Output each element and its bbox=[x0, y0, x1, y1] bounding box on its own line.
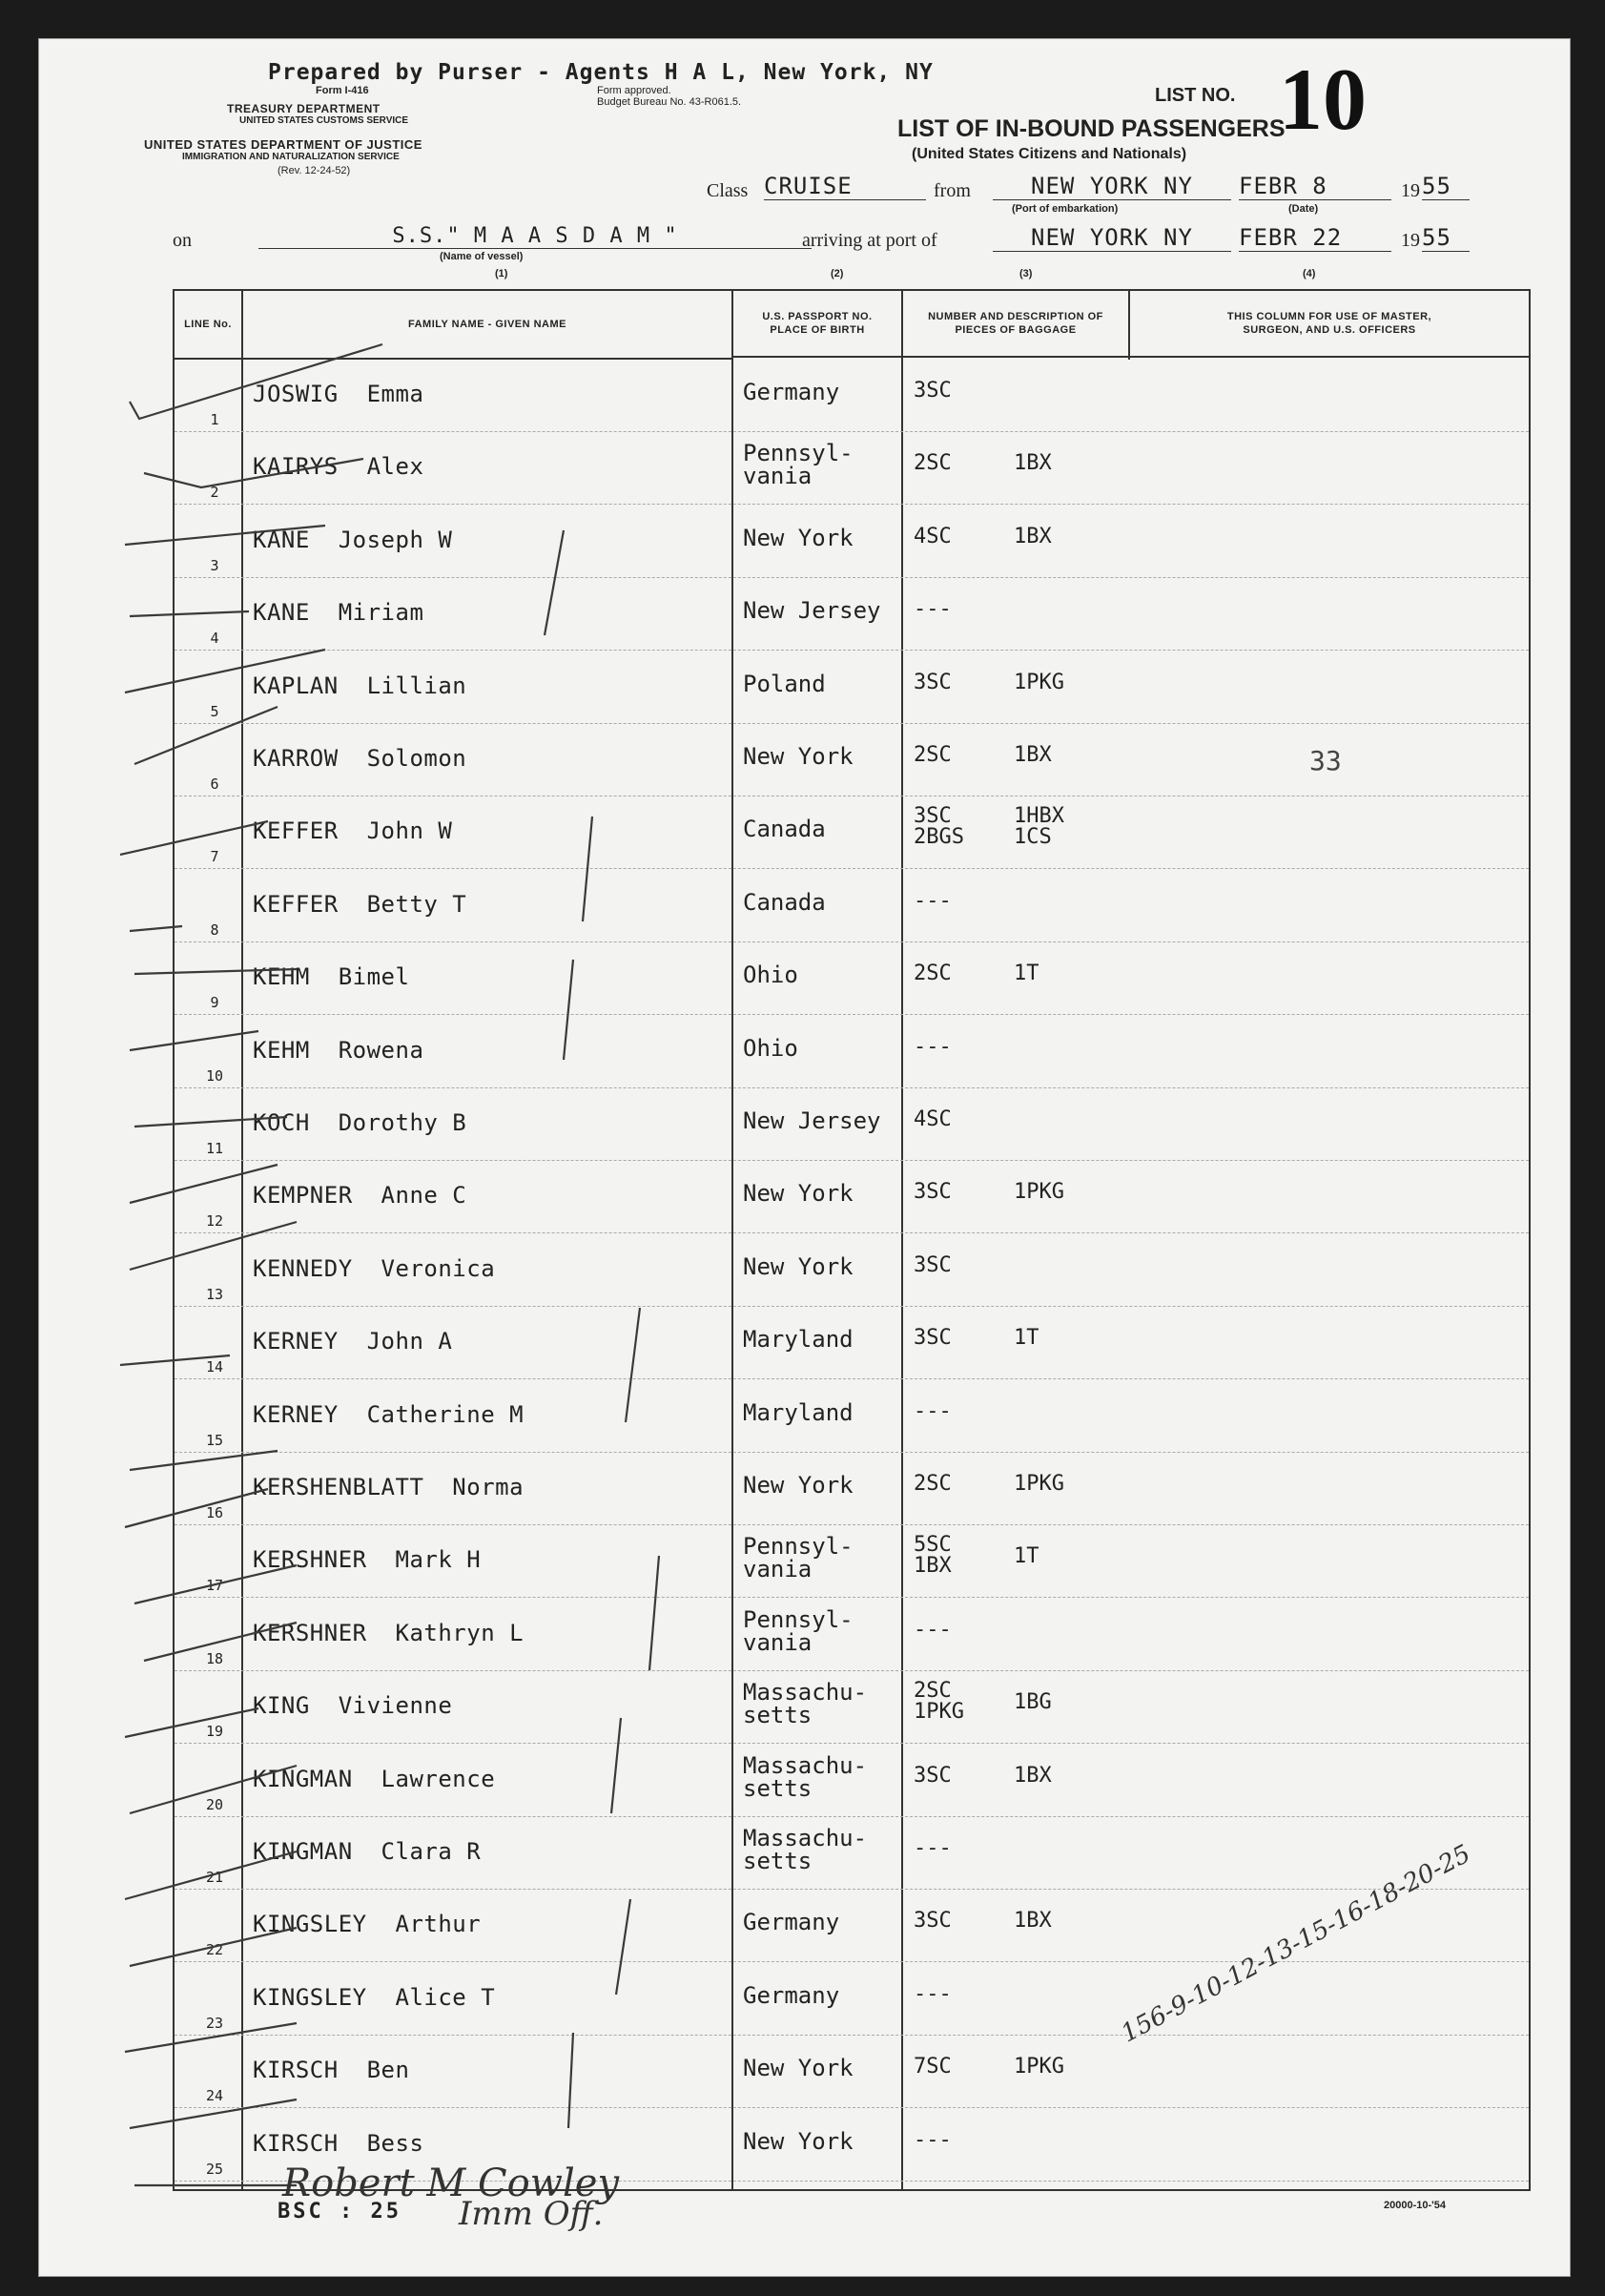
passenger-name: KOCH Dorothy B bbox=[253, 1109, 467, 1136]
line-number: 4 bbox=[210, 630, 219, 648]
passenger-name: KAIRYS Alex bbox=[253, 453, 424, 481]
margin-annotation: 156-9-10-12-13-15-16-18-20-25 bbox=[1117, 1839, 1476, 2049]
form-revision: (Rev. 12-24-52) bbox=[278, 165, 351, 176]
date-caption: (Date) bbox=[1288, 203, 1319, 215]
place-of-birth: Canada bbox=[743, 888, 826, 916]
col-num-1: (1) bbox=[495, 268, 508, 279]
col-header-officers: THIS COLUMN FOR USE OF MASTER, SURGEON, AND U.S. OFFICERS bbox=[1130, 291, 1529, 358]
place-of-birth: Ohio bbox=[743, 962, 798, 989]
baggage-primary: --- bbox=[914, 2127, 952, 2152]
passenger-name: KEMPNER Anne C bbox=[253, 1182, 467, 1210]
baggage-primary: --- bbox=[914, 1981, 952, 2006]
arriving-label: arriving at port of bbox=[802, 230, 937, 251]
baggage-primary: --- bbox=[914, 1836, 952, 1860]
line-number: 23 bbox=[205, 2014, 224, 2032]
line-number: 14 bbox=[205, 1358, 224, 1376]
baggage-primary: 3SC bbox=[914, 1252, 952, 1277]
baggage-secondary: 1BG bbox=[1014, 1690, 1052, 1715]
arrival-date: FEBR 22 bbox=[1239, 224, 1391, 252]
place-of-birth: New Jersey bbox=[743, 597, 881, 625]
passenger-name: KENNEDY Veronica bbox=[253, 1254, 496, 1282]
baggage-primary: 2SC bbox=[914, 451, 952, 476]
baggage-primary: --- bbox=[914, 888, 952, 913]
passenger-name: KANE Miriam bbox=[253, 599, 424, 627]
baggage-primary: 7SC bbox=[914, 2055, 952, 2079]
baggage-primary: 3SC bbox=[914, 1763, 952, 1788]
line-number: 8 bbox=[210, 920, 219, 939]
place-of-birth: Maryland bbox=[743, 1398, 854, 1426]
baggage-secondary: 1BX bbox=[1014, 1763, 1052, 1788]
col-num-3: (3) bbox=[1019, 268, 1033, 279]
year2-prefix: 19 bbox=[1401, 230, 1420, 251]
passenger-name: KIRSCH Ben bbox=[253, 2057, 410, 2084]
place-of-birth: New York bbox=[743, 743, 854, 770]
line-number: 3 bbox=[210, 556, 219, 574]
year1-suffix: 55 bbox=[1422, 173, 1470, 200]
col-header-baggage: NUMBER AND DESCRIPTION OF PIECES OF BAGGAGE bbox=[903, 291, 1128, 358]
passenger-name: KIRSCH Bess bbox=[253, 2129, 424, 2157]
manifest-page bbox=[38, 38, 1571, 2277]
baggage-primary: 2SC 1PKG bbox=[914, 1679, 964, 1725]
line-number: 16 bbox=[205, 1504, 224, 1521]
baggage-secondary: 1T bbox=[1014, 1326, 1039, 1351]
bsc-count: BSC : 25 bbox=[278, 2200, 401, 2224]
line-number: 22 bbox=[205, 1941, 224, 1959]
baggage-secondary: 1BX bbox=[1014, 1909, 1052, 1934]
baggage-primary: 4SC bbox=[914, 1107, 952, 1131]
year1-prefix: 19 bbox=[1401, 180, 1420, 201]
col-num-2: (2) bbox=[831, 268, 844, 279]
officer-signature: Robert M Cowley bbox=[282, 2162, 620, 2205]
line-number: 24 bbox=[205, 2087, 224, 2105]
place-of-birth: New York bbox=[743, 1180, 854, 1208]
passenger-name: JOSWIG Emma bbox=[253, 381, 424, 407]
baggage-primary: --- bbox=[914, 597, 952, 622]
place-of-birth: New York bbox=[743, 524, 854, 551]
passenger-name: KERSHNER Kathryn L bbox=[253, 1619, 525, 1646]
place-of-birth: Germany bbox=[743, 379, 840, 405]
col-header-name: FAMILY NAME - GIVEN NAME bbox=[243, 291, 731, 360]
prepared-by: Prepared by Purser - Agents H A L, New York, NY bbox=[268, 60, 934, 85]
passenger-name: KERSHENBLATT Norma bbox=[253, 1474, 525, 1500]
line-number: 17 bbox=[205, 1577, 224, 1595]
list-title: LIST OF IN-BOUND PASSENGERS bbox=[897, 115, 1286, 142]
line-number: 9 bbox=[210, 994, 219, 1012]
from-label: from bbox=[934, 180, 971, 201]
place-of-birth: Massachu- setts bbox=[743, 1751, 868, 1802]
form-code: 20000-10-'54 bbox=[1384, 2200, 1447, 2211]
passenger-name: KEHM Bimel bbox=[253, 963, 410, 991]
line-number: 7 bbox=[210, 848, 219, 866]
place-of-birth: Germany bbox=[743, 1909, 840, 1936]
line-number: 19 bbox=[205, 1723, 224, 1741]
baggage-primary: --- bbox=[914, 1034, 952, 1059]
baggage-primary: 3SC bbox=[914, 1180, 952, 1205]
baggage-primary: 5SC 1BX bbox=[914, 1533, 952, 1579]
col-num-4: (4) bbox=[1303, 268, 1316, 279]
customs-service: UNITED STATES CUSTOMS SERVICE bbox=[239, 115, 409, 126]
passenger-name: KEHM Rowena bbox=[253, 1036, 424, 1064]
line-number: 21 bbox=[205, 1869, 224, 1886]
line-number: 10 bbox=[205, 1066, 224, 1085]
baggage-primary: 3SC bbox=[914, 1326, 952, 1351]
embark-port: NEW YORK NY bbox=[993, 173, 1231, 200]
baggage-secondary: 1T bbox=[1014, 1544, 1039, 1569]
baggage-primary: 2SC bbox=[914, 962, 952, 986]
baggage-secondary: 1BX bbox=[1014, 743, 1052, 767]
baggage-secondary: 1BX bbox=[1014, 524, 1052, 548]
baggage-primary: 3SC 2BGS bbox=[914, 804, 964, 850]
place-of-birth: New York bbox=[743, 2055, 854, 2082]
line-number: 5 bbox=[210, 702, 219, 720]
place-of-birth: New Jersey bbox=[743, 1107, 881, 1134]
vessel-name: S.S." M A A S D A M " bbox=[258, 224, 812, 249]
baggage-primary: 3SC bbox=[914, 1909, 952, 1934]
place-of-birth: Canada bbox=[743, 816, 826, 843]
officer-note: 33 bbox=[1309, 745, 1342, 776]
list-no-label: LIST NO. bbox=[1155, 85, 1236, 106]
line-number: 2 bbox=[210, 484, 219, 502]
budget-bureau: Budget Bureau No. 43-R061.5. bbox=[597, 96, 742, 108]
baggage-primary: 3SC bbox=[914, 670, 952, 694]
place-of-birth: New York bbox=[743, 2127, 854, 2155]
place-of-birth: Pennsyl- vania bbox=[743, 1533, 854, 1583]
baggage-secondary: 1PKG bbox=[1014, 1180, 1064, 1205]
baggage-secondary: 1PKG bbox=[1014, 1472, 1064, 1496]
col-header-passport: U.S. PASSPORT NO. PLACE OF BIRTH bbox=[733, 291, 901, 358]
arrival-port: NEW YORK NY bbox=[993, 224, 1231, 252]
place-of-birth: Germany bbox=[743, 1981, 840, 2009]
immigration-service: IMMIGRATION AND NATURALIZATION SERVICE bbox=[182, 152, 400, 162]
justice-dept: UNITED STATES DEPARTMENT OF JUSTICE bbox=[144, 137, 422, 152]
line-number: 15 bbox=[205, 1431, 224, 1449]
baggage-secondary: 1PKG bbox=[1014, 670, 1064, 694]
passenger-name: KEFFER John W bbox=[253, 817, 453, 845]
line-number: 18 bbox=[205, 1649, 224, 1667]
embark-date: FEBR 8 bbox=[1239, 173, 1391, 200]
form-number: Form I-416 bbox=[316, 85, 369, 96]
class-label: Class bbox=[707, 180, 749, 201]
passenger-name: KINGSLEY Arthur bbox=[253, 1911, 482, 1938]
baggage-primary: 2SC bbox=[914, 743, 952, 767]
baggage-primary: --- bbox=[914, 1398, 952, 1423]
baggage-secondary: 1PKG bbox=[1014, 2055, 1064, 2079]
passenger-name: KINGSLEY Alice T bbox=[253, 1983, 496, 2011]
place-of-birth: Massachu- setts bbox=[743, 1679, 868, 1729]
baggage-primary: 4SC bbox=[914, 524, 952, 548]
passenger-name: KERNEY John A bbox=[253, 1328, 453, 1355]
passenger-name: KING Vivienne bbox=[253, 1692, 453, 1720]
baggage-primary: 2SC bbox=[914, 1472, 952, 1496]
form-approved: Form approved. bbox=[597, 85, 671, 96]
place-of-birth: Ohio bbox=[743, 1034, 798, 1062]
treasury-dept: TREASURY DEPARTMENT bbox=[227, 102, 381, 115]
place-of-birth: Pennsyl- vania bbox=[743, 440, 854, 490]
class-value: CRUISE bbox=[764, 173, 926, 200]
place-of-birth: Massachu- setts bbox=[743, 1825, 868, 1874]
list-number: 10 bbox=[1279, 51, 1367, 148]
place-of-birth: New York bbox=[743, 1472, 854, 1499]
tally-marks bbox=[39, 39, 1570, 2276]
baggage-secondary: 1BX bbox=[1014, 451, 1052, 476]
passenger-name: KERSHNER Mark H bbox=[253, 1546, 482, 1574]
officer-title: Imm Off. bbox=[459, 2195, 604, 2233]
place-of-birth: Poland bbox=[743, 670, 826, 697]
line-number: 25 bbox=[205, 2160, 224, 2178]
passenger-name: KINGMAN Lawrence bbox=[253, 1765, 496, 1792]
on-label: on bbox=[173, 230, 192, 251]
baggage-primary: 3SC bbox=[914, 379, 952, 403]
place-of-birth: New York bbox=[743, 1252, 854, 1280]
place-of-birth: Pennsyl- vania bbox=[743, 1605, 854, 1656]
line-number: 13 bbox=[205, 1285, 224, 1303]
place-of-birth: Maryland bbox=[743, 1326, 854, 1354]
baggage-secondary: 1HBX 1CS bbox=[1014, 804, 1064, 850]
line-number: 12 bbox=[205, 1212, 224, 1231]
passenger-name: KEFFER Betty T bbox=[253, 890, 467, 918]
baggage-secondary: 1T bbox=[1014, 962, 1039, 986]
passenger-name: KARROW Solomon bbox=[253, 745, 467, 772]
passenger-name: KAPLAN Lillian bbox=[253, 672, 467, 699]
col-header-line: LINE No. bbox=[175, 291, 241, 360]
year2-suffix: 55 bbox=[1422, 224, 1470, 252]
line-number: 11 bbox=[205, 1140, 224, 1157]
vessel-caption: (Name of vessel) bbox=[440, 251, 524, 262]
baggage-primary: --- bbox=[914, 1617, 952, 1642]
passenger-name: KANE Joseph W bbox=[253, 526, 453, 553]
passenger-name: KERNEY Catherine M bbox=[253, 1400, 525, 1428]
passenger-name: KINGMAN Clara R bbox=[253, 1838, 482, 1865]
embark-caption: (Port of embarkation) bbox=[1012, 203, 1119, 215]
list-subtitle: (United States Citizens and Nationals) bbox=[912, 146, 1187, 162]
line-number: 6 bbox=[210, 776, 219, 793]
line-number: 1 bbox=[210, 411, 219, 428]
line-number: 20 bbox=[205, 1795, 224, 1813]
